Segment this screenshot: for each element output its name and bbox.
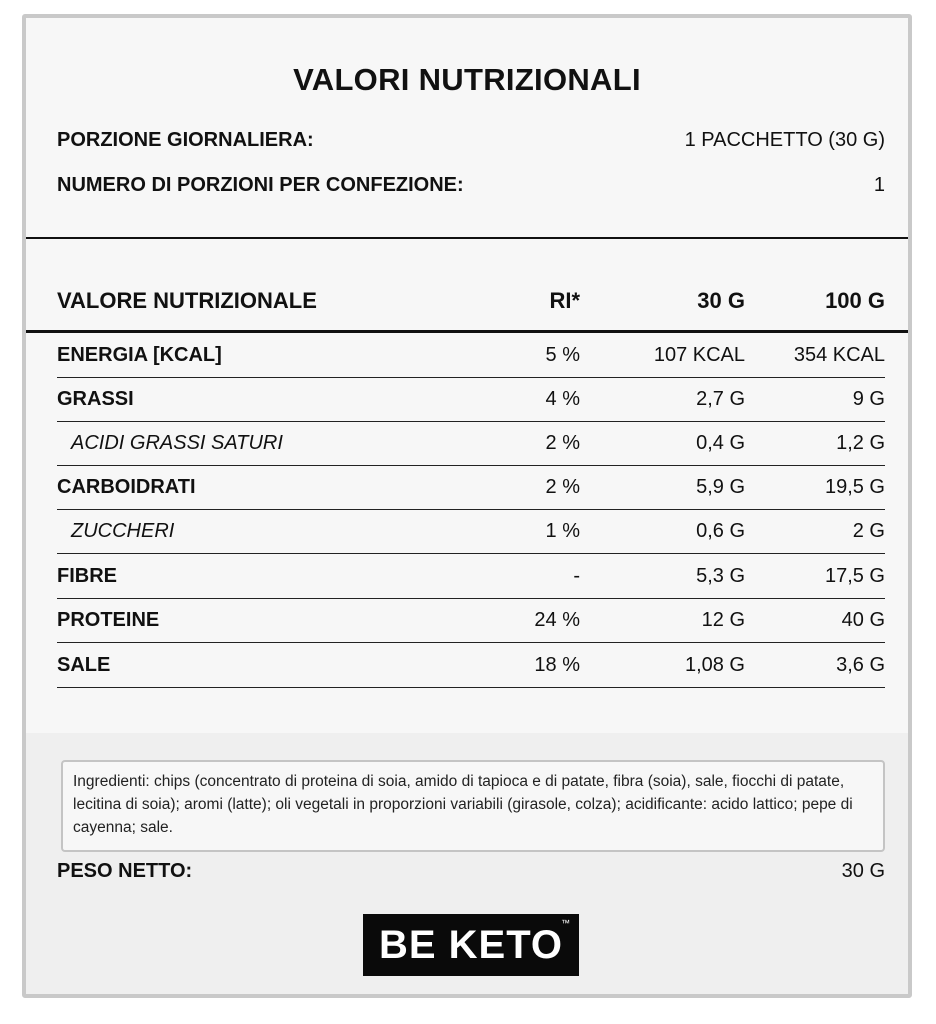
label-title: VALORI NUTRIZIONALI [293,62,641,97]
row-per-100: 9 G [852,388,885,410]
header-per-100: 100 G [825,288,885,313]
row-per-100: 3,6 G [836,654,885,676]
section-divider [26,237,908,239]
net-weight-row [57,856,885,886]
net-weight-value: 30 G [841,859,885,882]
serving-value: 1 PACCHETTO (30 G) [684,128,885,151]
portions-value: 1 [873,173,885,196]
header-per-30: 30 G [697,288,745,313]
row-per-30: 107 KCAL [653,344,745,366]
table-row [57,466,885,510]
row-per-100: 40 G [841,609,885,631]
net-weight-label: PESO NETTO: [57,859,193,882]
table-row [57,422,885,466]
table-row [57,378,885,422]
row-per-30: 5,9 G [696,476,745,498]
row-per-30: 0,4 G [696,432,745,454]
row-per-100: 2 G [852,520,885,542]
nutrition-label [22,14,912,998]
row-per-100: 17,5 G [824,565,885,587]
row-per-100: 1,2 G [836,432,885,454]
header-name: VALORE NUTRIZIONALE [57,288,317,313]
table-row [57,644,885,688]
portions-row [57,170,885,200]
row-name: SALE [57,654,111,676]
portions-label: NUMERO DI PORZIONI PER CONFEZIONE: [57,173,464,196]
table-row [57,510,885,554]
serving-label: PORZIONE GIORNALIERA: [57,128,314,151]
row-ri: 1 % [545,520,580,542]
row-per-100: 19,5 G [824,476,885,498]
row-per-100: 354 KCAL [793,344,885,366]
row-per-30: 2,7 G [696,388,745,410]
table-header [57,288,885,320]
row-per-30: 5,3 G [696,565,745,587]
table-row [57,599,885,643]
table-row [57,334,885,378]
brand-logo-text: BE KETO [378,923,564,967]
row-ri: 18 % [534,654,580,676]
row-ri: 24 % [534,609,580,631]
row-name: ACIDI GRASSI SATURI [71,432,283,454]
table-row [57,555,885,599]
row-per-30: 0,6 G [696,520,745,542]
table-header-divider [26,330,908,333]
header-ri: RI* [549,288,580,313]
row-name: ZUCCHERI [71,520,175,542]
trademark-symbol: ™ [561,918,571,928]
row-ri: - [573,565,580,587]
row-ri: 2 % [545,476,580,498]
row-name: CARBOIDRATI [57,476,196,498]
row-name: ENERGIA [KCAL] [57,344,222,366]
brand-logo [363,914,579,976]
row-per-30: 1,08 G [684,654,745,676]
row-name: FIBRE [57,565,117,587]
row-ri: 5 % [545,344,580,366]
row-ri: 2 % [545,432,580,454]
row-ri: 4 % [545,388,580,410]
ingredients-box: Ingredienti: chips (concentrato di proteina di soia, amido di tapioca e di patate, fibra (soia), sale, fiocchi di patate, lecitina di soia); aromi (latte); oli vegetali in proporzioni variabili (girasole, colza); acidificante: acido lattico; pepe di cayenna; sale. [61,760,885,852]
row-name: GRASSI [57,388,134,410]
row-per-30: 12 G [701,609,745,631]
row-name: PROTEINE [57,609,160,631]
serving-row [57,125,885,155]
